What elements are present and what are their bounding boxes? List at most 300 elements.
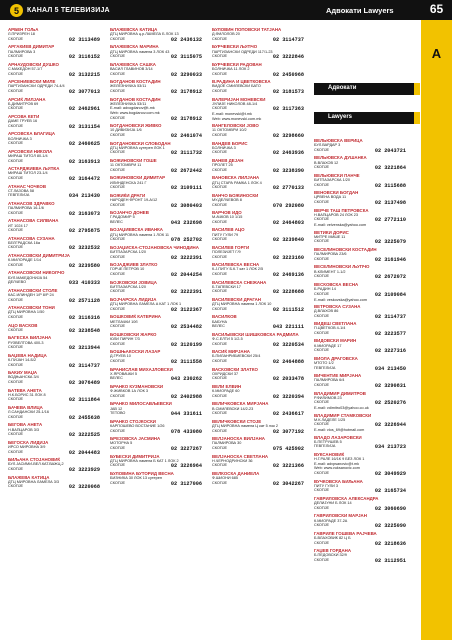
phone-row (110, 150, 202, 156)
phone-number: 02 3114737 (374, 313, 406, 320)
contact-line: Web: www.monevski.com.mk (212, 116, 262, 121)
lawyer-name: БОГДАНОВСКИ СЛОБОДАН (110, 140, 171, 146)
listing-entry (8, 44, 100, 60)
phone-number: 02 3127006 (170, 480, 202, 487)
phone-number: 02 3077192 (272, 428, 304, 435)
phone-row (212, 359, 304, 365)
category-header-en (314, 112, 420, 124)
city-name: СКОПЈЕ (110, 185, 126, 190)
phone-number: 034 213723 (374, 444, 406, 451)
listing-entry (110, 245, 202, 261)
phone-row (110, 342, 202, 348)
city-name: СКОПЈЕ (8, 210, 24, 215)
phone-row (212, 411, 304, 417)
phone-number: 02 2772110 (374, 217, 406, 224)
city-name: СКОПЈЕ (110, 289, 126, 294)
phone-row (110, 89, 202, 95)
address-line: ДЕЛИЈУНИ Б ЛОК 14 (314, 501, 352, 506)
lawyer-name: АТАНАСОВА СУЗАНА (8, 235, 55, 241)
listing-entry (8, 270, 100, 286)
address-line: НАРОДЕН ФРОНТ 19-А/12 (110, 197, 158, 202)
listing-entry (110, 314, 202, 330)
listing-entry (212, 280, 304, 296)
category-accent (414, 112, 420, 124)
city-name: СКОПЈЕ (314, 523, 330, 528)
phone-row (314, 488, 406, 494)
city-name: СКОПЈЕ (110, 445, 126, 450)
address-line: ЖЕЛЕЗНИЧКА 53/11 (110, 84, 147, 89)
phone-row (212, 255, 304, 261)
listing-entry (212, 141, 304, 157)
city-name: СКОПЈЕ (110, 341, 126, 346)
listing-entry (314, 356, 406, 372)
phone-row (8, 328, 100, 334)
lawyer-name: ВИЧЕНТИЕ МИРЈАНА (314, 373, 362, 379)
phone-row (212, 342, 304, 348)
lawyer-name: БРЕЗОВСКА ЈАСМИНА (110, 436, 161, 442)
phone-number: 02 3221864 (374, 165, 406, 172)
city-name: СКОПЈЕ (212, 480, 228, 485)
listing-entry (8, 405, 100, 421)
address-line: Б.ПИЛАНРИБИЕВСКИ 25/4 (212, 354, 261, 359)
listing-entry (314, 138, 406, 154)
address-line: В.КЛИМЕНТ 1-1/2 (314, 269, 346, 274)
phone-row (110, 359, 202, 365)
listing-entry (314, 435, 406, 451)
city-name: СКОПЈЕ (314, 348, 330, 353)
address-line: МЕТЛАЧКИ 10б (110, 319, 138, 324)
address-line: Б.РАДИН 14 (314, 286, 336, 291)
lawyer-name: ВИОЛА ДРАГОВСКА (314, 355, 358, 361)
phone-row (212, 481, 304, 487)
listing-entry (8, 114, 100, 130)
phone-number: 02 3181573 (272, 88, 304, 95)
phone-number: 02 3227267 (170, 445, 202, 452)
city-name: СКОПЈЕ (212, 185, 228, 190)
phone-row (8, 106, 100, 112)
lawyer-name: АРНАУДОВСКИ ДУШКО (8, 61, 59, 67)
phone-number: 02 3137498 (374, 199, 406, 206)
lawyer-name: БОЖИНОВСКИ ГОШЕ (110, 157, 157, 163)
lawyer-name: ВЕНОВСКИ БОГДАН (314, 190, 359, 196)
listing-entry (8, 253, 100, 269)
listing-entry (212, 367, 304, 383)
lawyer-name: АТАНАСОВСКИ СТОЛЕ (8, 287, 58, 293)
phone-row (110, 324, 202, 330)
city-name: СКОПЈЕ (212, 237, 228, 242)
phone-row (314, 541, 406, 547)
address-line: КАС.ИЛИНДЕН 1/Р 8/Р 24 (8, 293, 54, 298)
city-name: СКОПЈЕ (8, 71, 24, 76)
address-line: МУ.ДЕЛЧЕВОВ 8 (212, 197, 242, 202)
listing-entry (8, 440, 100, 456)
city-name: СКОПЈЕ (110, 272, 126, 277)
phone-number: 02 2571128 (68, 297, 100, 304)
city-name: СКОПЈЕ (212, 202, 228, 207)
lawyer-name: БЕГОВА АНЕТА (8, 422, 43, 428)
lawyer-name: ВАСКОВСКИ ЗЛАТКО (212, 366, 258, 372)
listing-entry (8, 218, 100, 234)
listing-entry (8, 27, 100, 43)
phone-row (8, 397, 100, 403)
phone-number: 043 230262 (170, 376, 202, 383)
city-name: СКОПЈЕ (212, 54, 228, 59)
lawyer-name: ВАНЧО БОЖИНОСКИ (212, 192, 259, 198)
lawyer-name: АЦО ВАСКОВ (8, 322, 38, 328)
listing-entry (314, 230, 406, 246)
phone-row (314, 165, 406, 171)
listing-entry (212, 210, 304, 226)
phone-row (8, 141, 100, 147)
lawyer-name: ВЕРЧЕ ТАШ ПЕТРОВСКА (314, 207, 369, 213)
phone-row (212, 185, 304, 191)
phone-row (8, 467, 100, 473)
city-name: ВЕЛЕС (212, 324, 225, 329)
contact-line: E-mail: vdimitro03@yahoo.co.uk (314, 406, 369, 411)
phone-number: 033 410333 (68, 280, 100, 287)
listing-entry (110, 175, 202, 191)
address-line: БУЛ.ЈАСИМИ-ВЕЛ.КАТ.ВАЖЦ.2 (8, 462, 64, 467)
city-name: ДЕЛЧЕВО (8, 280, 27, 285)
address-line: ЮЛИ ПИРИН 7/3 (110, 337, 140, 342)
lawyer-name: ВАСИЛЕВСКИ ДРАГАН (212, 297, 261, 303)
lawyer-name: ВАНГЕЛОВСКИ ЈОВО (212, 123, 259, 129)
city-name: СКОПЈЕ (110, 324, 126, 329)
phone-row (314, 558, 406, 564)
listing-entry (212, 227, 304, 243)
listing-entry (8, 97, 100, 113)
address-line: БЕЛГРАДСКА 16а (8, 240, 40, 245)
lawyer-name: ВЕТРОВСКА СУЗАНА (314, 303, 361, 309)
listing-entry (110, 280, 202, 296)
phone-row (314, 506, 406, 512)
phone-row (314, 239, 406, 245)
phone-number: 02 3109084 (374, 291, 406, 298)
phone-row (8, 484, 100, 490)
city-name: СКОПЈЕ (110, 88, 126, 93)
listing-entry (212, 62, 304, 78)
phone-number: 02 2770133 (272, 185, 304, 192)
phone-row (314, 331, 406, 337)
lawyer-name: ГАВРИЛОВСКА АЛЕКСАНДРА (314, 495, 379, 501)
phone-number: 02 2672072 (374, 274, 406, 281)
phone-row (110, 37, 202, 43)
lawyer-name: ВЛАДИМИР СТАМКОВСКИ (314, 412, 372, 418)
city-name: СКОПЈЕ (212, 254, 228, 259)
city-name: СКОПЈЕ (8, 449, 24, 454)
address-line: БУЛ.ВАРДАР 3 (314, 143, 341, 148)
phone-row (314, 523, 406, 529)
listing-entry (212, 97, 304, 122)
lawyer-name: БУРЧЕВСКИ ЉУПЧО (212, 44, 258, 50)
city-name: СКОПЈЕ (8, 380, 24, 385)
lawyer-name: БРАНКО МИЛОСАВЉЕВСКИ (110, 401, 172, 407)
address-line: Web: www.vuksanovic.com (314, 466, 360, 471)
address-line: ОХРИДСКИ 37 (212, 371, 239, 376)
city-name: СКОПЈЕ (212, 71, 228, 76)
address-line: ДТЦ МИРОВНА ламела Б КАТ 1 ЛОК 2 (110, 458, 179, 463)
city-name: СКОПЈЕ (212, 167, 228, 172)
lawyer-name: АТАНАСОВА СИЛВАНА (8, 218, 59, 224)
contact-line: E-mail: velvenska@yahoo.com (314, 223, 367, 228)
lawyer-name: ГАВРИЛОВСКИ МАРЈАН (314, 513, 367, 519)
phone-number: 02 2464888 (272, 359, 304, 366)
phone-number: 02 3221366 (272, 463, 304, 470)
listing-entry (8, 236, 100, 252)
city-name: СКОПЈЕ (110, 167, 126, 172)
listing-column-2 (110, 27, 202, 488)
listing-entry (314, 391, 406, 411)
lawyer-name: ВИДЕШ СВЕТЛАНА (314, 321, 357, 327)
phone-number: 034 213430 (68, 193, 100, 200)
phone-row (110, 446, 202, 452)
phone-row (212, 272, 304, 278)
listing-entry (8, 149, 100, 165)
address-line: РУЗВЕЛТОВА 400-3 (8, 340, 44, 345)
address-line: БИТПАЗАРСКА 1/20 (110, 284, 147, 289)
lawyer-name: ВЛАДО ЛАЗАРОВСКИ (314, 434, 362, 440)
phone-row (110, 168, 202, 174)
phone-number: 02 2460625 (68, 141, 100, 148)
phone-row (212, 237, 304, 243)
phone-row (212, 133, 304, 139)
city-name: СКОПЈЕ (314, 330, 330, 335)
lawyer-name: ВАНОВСКА ЛИЛЈАНА (212, 175, 260, 181)
address-line: 11 ОКТОМВРИ 10/2 (212, 128, 247, 133)
lawyer-name: АРСИЌ ЛИЛЈАНА (8, 96, 46, 102)
phone-number: 02 3117363 (272, 106, 304, 113)
lawyer-name: БЛАЖЕВА КАТИЦА (8, 474, 50, 480)
phone-number: 02 2436617 (272, 411, 304, 418)
address-line: Б.ПЕТРУШЕВ 5 (314, 439, 342, 444)
address-line: E-mail: advpsanovic@t.mk (314, 461, 360, 466)
city-name: СКОПЈЕ (8, 245, 24, 250)
listing-entry (314, 282, 406, 302)
lawyer-name: ВЕЛЈАНОСКА СВЕТЛАНА (212, 453, 269, 459)
lawyer-name: БОГДАНОВ КОСТАДИН (110, 96, 161, 102)
listing-column-1 (8, 27, 100, 492)
phone-number: 02 3049929 (374, 471, 406, 477)
lawyer-name: БОШКОВИЌ КАТЕРИНА (110, 314, 161, 320)
phone-row (212, 446, 304, 452)
address-line: Б.ДИМИТРОВ 69 (8, 101, 39, 106)
lawyer-name: ГАЏЕВ ГОРДАНА (314, 548, 351, 554)
lawyer-name: БАЧЕВА ВЛИЦА (8, 405, 43, 410)
phone-number: 02 3076489 (68, 380, 100, 387)
address-line: МИРАШ ТИТОЛ 23-1/4 (8, 171, 48, 176)
listing-entry (110, 471, 202, 487)
city-name: СКОПЈЕ (110, 359, 126, 364)
address-line: ПИТУ ГУЛИ 3 (314, 483, 338, 488)
phone-number: 02 2464803 (272, 219, 304, 226)
phone-number: 02 3223160 (272, 254, 304, 261)
phone-number: 02 3213944 (68, 345, 100, 352)
listing-entry (110, 349, 202, 365)
address-line: ДТЦ МИРОВНА ЛАМЕЛА 3/3 (8, 479, 59, 484)
listing-entry (314, 304, 406, 320)
phone-row (110, 463, 202, 469)
listing-entry (8, 422, 100, 438)
city-name: СКОПЈЕ (8, 414, 24, 419)
listing-entry (314, 208, 406, 228)
lawyer-name: БЕГОСКА ЛИДИЈА (8, 439, 49, 445)
city-name: СКОПЈЕ (314, 557, 330, 562)
phone-number: 075 425902 (272, 445, 304, 452)
phone-number: 02 3226944 (374, 422, 406, 429)
lawyer-name: ВАРЧОВ ИДО (212, 210, 242, 216)
listing-entry (314, 155, 406, 171)
phone-row (110, 203, 202, 209)
phone-number: 02 3232532 (68, 245, 100, 252)
listing-entry (314, 413, 406, 433)
category-label-en: Lawyers (328, 114, 353, 120)
listing-entry (212, 436, 304, 452)
phone-row (8, 176, 100, 182)
listing-entry (110, 97, 202, 122)
listing-entry (212, 158, 304, 174)
phone-row (8, 37, 100, 43)
city-name: СКОПЈЕ (314, 400, 330, 405)
listing-entry (212, 419, 304, 435)
lawyer-name: БОЈЧАРСКА ЛИДИЈА (110, 297, 157, 303)
lawyer-name: АТАНАСОВСКИ ДИМИТРИЈА (8, 253, 70, 259)
city-name: СКОПЈЕ (314, 217, 330, 222)
city-name: СКОПЈЕ (212, 376, 228, 381)
phone-row (110, 220, 202, 226)
listing-entry (314, 496, 406, 512)
lawyer-name: БИЉАНА СТОЈАНОВИЌ (8, 457, 61, 463)
city-name: СКОПЈЕ (212, 428, 228, 433)
lawyer-name: АРСОВСКИ НИКОЛА (8, 148, 53, 154)
phone-number: 02 3115075 (170, 54, 202, 61)
city-name: СКОПЈЕ (314, 182, 330, 187)
lawyer-name: АСТАРДЖИЕВА ЉУПКА (8, 166, 60, 172)
phone-row (110, 394, 202, 400)
phone-number: 02 3165734 (374, 488, 406, 495)
lawyer-name: ВАНЕВ ДЕЈАН (212, 157, 244, 163)
phone-number: 02 3222846 (272, 54, 304, 61)
phone-row (110, 54, 202, 60)
city-name: СКОПЈЕ (110, 54, 126, 59)
lawyer-name: ВИДОВСКИ МАРИН (314, 338, 357, 344)
phone-number: 02 2402988 (170, 393, 202, 400)
phone-number: 02 3164472 (68, 175, 100, 182)
lawyer-name: ВЕТИКИ ДОРИС (314, 229, 349, 235)
city-name: СКОПЈЕ (110, 150, 126, 155)
lawyer-name: ВЕЛИ ЕЛВИН (212, 384, 242, 389)
listing-entry (110, 158, 202, 174)
address-line: ЈАВ 12 (110, 406, 123, 411)
address-line: Л.САНДАНСКИ 25-1/16 (8, 410, 49, 415)
phone-row (8, 415, 100, 421)
lawyer-name: БОЖИЌИ ДРАГИ (110, 192, 146, 198)
phone-row (314, 366, 406, 372)
lawyer-name: БОЖИНОВСКИ ДИМИТАР (110, 175, 166, 181)
listing-entry (314, 373, 406, 389)
phone-number: 02 2461074 (170, 132, 202, 139)
lawyer-name: ВЕЛИЧКОВСКИ СТОЈЕ (212, 418, 262, 424)
city-name: СКОПЈЕ (314, 505, 330, 510)
listing-entry (314, 173, 406, 189)
phone-row (314, 348, 406, 354)
lawyer-name: ВАСИЛЕВ АЦО (212, 227, 245, 233)
phone-number: 02 3220068 (68, 484, 100, 491)
address-line: Н.Г.РАЛЕ 16/1К 9 БЕЗ ЛОК 1 (314, 457, 365, 462)
listing-entry (314, 452, 406, 477)
phone-row (314, 257, 406, 263)
address-line: Л.ПРИЗРЕН 18 (8, 32, 35, 37)
address-line: ДТЦ МИРОВНА 1/50 (8, 310, 45, 315)
phone-number: 043 232698 (170, 219, 202, 226)
city-name: СКОПЈЕ (212, 411, 228, 416)
address-line: ДТЦ МИРОВНА ламела 3 ЛОК 43 (110, 49, 170, 54)
address-line: БИТПАЗАРСКА 1/20 (314, 177, 351, 182)
lawyer-name: ВЕЛЬЮВСКА ДУШАНКА (314, 155, 367, 161)
city-name: СКОПЈЕ (110, 132, 126, 137)
phone-row (314, 314, 406, 320)
listing-entry (314, 548, 406, 564)
address-line: К.Ј.ПИТУ Б.К.7 кат 1 ЛОК 2/5 (212, 267, 264, 272)
contact-line: E-mail: monevski@t.mk (212, 112, 252, 117)
city-name: СКОПЈЕ (110, 237, 126, 242)
phone-row (314, 183, 406, 189)
phone-number: 02 3290831 (374, 383, 406, 390)
address-line: БИТПАЗАРСКА 1/20 (110, 250, 147, 255)
phone-number: 02 3220394 (272, 393, 304, 400)
phone-row (8, 54, 100, 60)
page-header (0, 0, 452, 20)
address-line: Н.ВАПЦАРОВ 24 ЛОК 23 (314, 212, 358, 217)
listing-entry (8, 475, 100, 491)
phone-number: 02 2033478 (272, 376, 304, 383)
address-line: ГОРЧЕ ПЕТРОВ 10 (110, 267, 145, 272)
address-line: Д.ФИЛОЛОВ 20 (212, 32, 240, 37)
address-line: К.МИЛОРАДЕ 1/14 (8, 258, 42, 263)
lawyer-name: АРСЕНИЕВСКИ МИЛЕ (8, 79, 56, 85)
address-line: ЈУЛИЈЕ НИКОЛОВ 48-1/4 (212, 101, 258, 106)
phone-row (212, 376, 304, 382)
city-name: СКОПЈЕ (314, 313, 330, 318)
phone-number: 070 292080 (272, 202, 304, 209)
lawyer-name: ВЕЛКОСКА ДАНИЕЛА (212, 470, 260, 476)
address-line: М.К.ЛАДЕЛЕ 1/25 (314, 417, 346, 422)
phone-number: 02 3238548 (68, 327, 100, 334)
listing-entry (212, 297, 304, 313)
lawyer-name: БУРЧЕВСКИ РАДОВАН (212, 61, 262, 67)
phone-row (212, 54, 304, 60)
city-name: СКОПЈЕ (314, 540, 330, 545)
phone-row (314, 148, 406, 154)
contact-line: E-mail: veskovska@yahoo.com (314, 297, 368, 302)
city-name: СКОПЈЕ (8, 345, 24, 350)
address-line: ДТЦ МИРОВНА сутерен ЛОК 1 (110, 145, 165, 150)
phone-number: 02 3114737 (68, 362, 100, 369)
city-name: СКОПЈЕ (212, 219, 228, 224)
lawyer-name: ВЕЛИЧКОВСКА МИРЈАНА (212, 401, 269, 407)
phone-number: 02 3290033 (170, 71, 202, 78)
category-header-mk (314, 83, 420, 95)
phone-number: 043 221111 (272, 324, 304, 331)
city-name: СКОПЈЕ (8, 362, 24, 367)
phone-row (8, 211, 100, 217)
phone-number: 078 252702 (170, 237, 202, 244)
city-name: СКОПЈЕ (8, 327, 24, 332)
address-line: ПАРТИЗАНСКИ ОДРЕДИ 117/1-23 (212, 49, 273, 54)
city-name: СКОПЈЕ (314, 274, 330, 279)
listing-entry (110, 401, 202, 417)
listing-entry (212, 193, 304, 209)
listing-entry (8, 62, 100, 78)
